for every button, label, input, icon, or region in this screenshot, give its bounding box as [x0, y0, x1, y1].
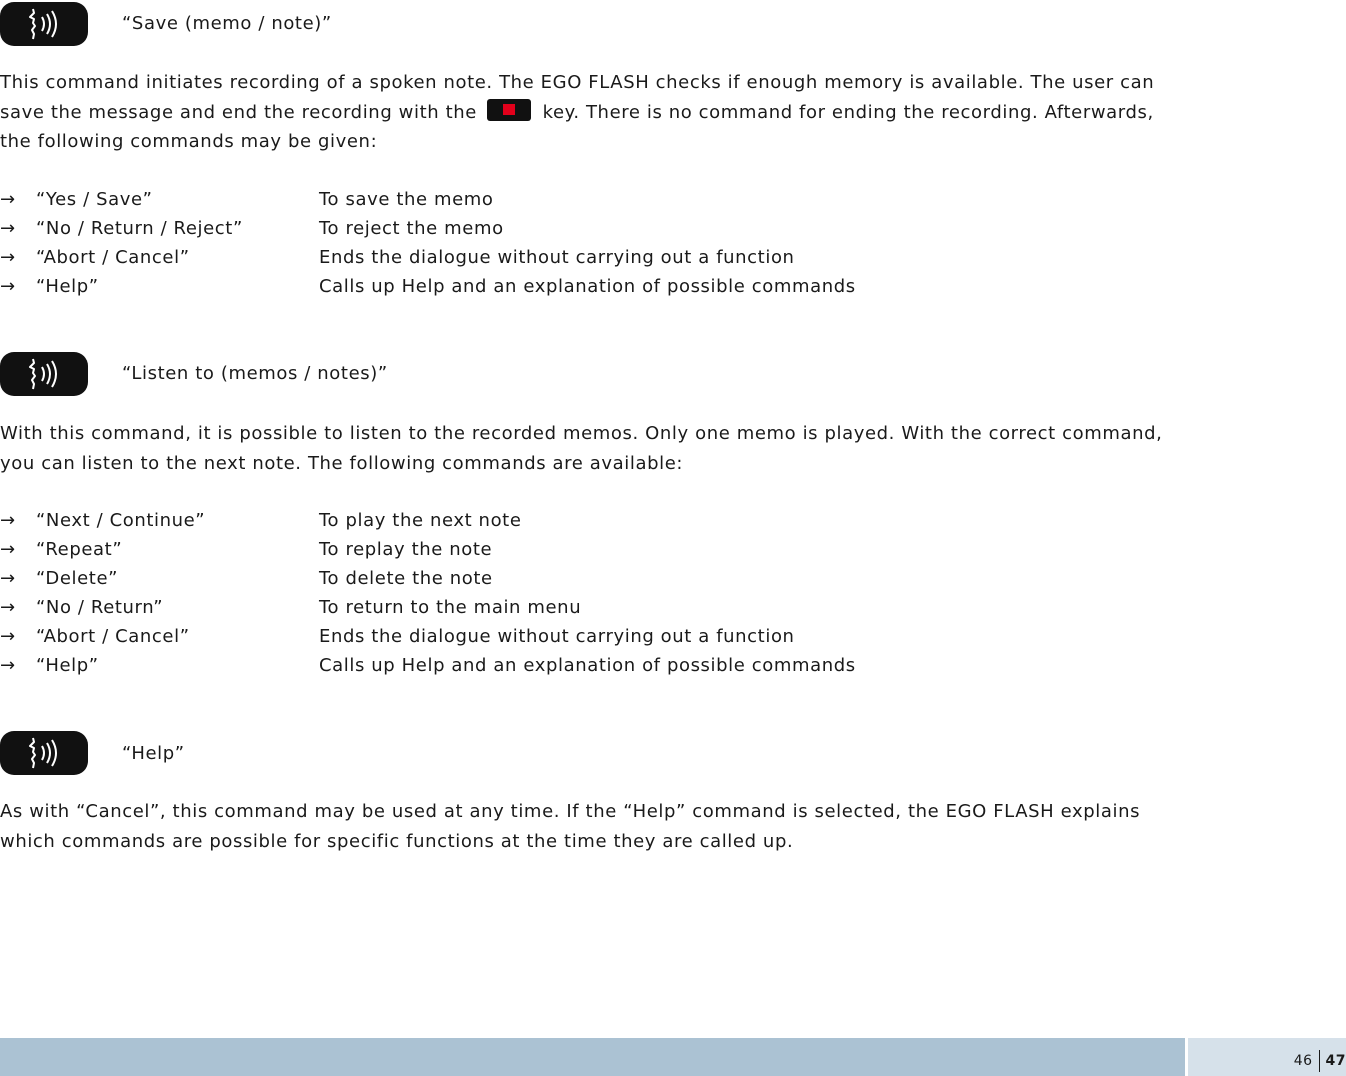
page-divider [1319, 1050, 1320, 1072]
command-phrase: “Next / Continue” [36, 510, 206, 531]
command-description: To delete the note [319, 568, 493, 589]
command-phrase: “Abort / Cancel” [36, 247, 190, 268]
command-description: Ends the dialogue without carrying out a function [319, 626, 795, 647]
page-number-left: 46 [1293, 1053, 1313, 1069]
speaking-head-icon [24, 356, 68, 392]
section-title: “Save (memo / note)” [122, 13, 332, 34]
command-description: To play the next note [319, 510, 522, 531]
command-description: To reject the memo [319, 218, 504, 239]
arrow-icon: → [0, 655, 16, 676]
command-description: Calls up Help and an explanation of possible commands [319, 276, 856, 297]
arrow-icon: → [0, 626, 16, 647]
arrow-icon: → [0, 568, 16, 589]
command-phrase: “No / Return” [36, 597, 164, 618]
arrow-icon: → [0, 539, 16, 560]
command-phrase: “No / Return / Reject” [36, 218, 243, 239]
command-description: To replay the note [319, 539, 493, 560]
page-numbers [1294, 1050, 1346, 1072]
section-paragraph: With this command, it is possible to listen to the recorded memos. Only one memo is played. With the correct command, you can listen to the next note. The following commands are available: [0, 423, 1163, 474]
command-description: Calls up Help and an explanation of possible commands [319, 655, 856, 676]
section-paragraph [0, 68, 1170, 157]
command-phrase: “Delete” [36, 568, 119, 589]
section-title: “Help” [122, 743, 185, 764]
footer-bar [0, 1038, 1185, 1076]
arrow-icon: → [0, 597, 16, 618]
arrow-icon: → [0, 510, 16, 531]
page-number-right: 47 [1325, 1053, 1346, 1069]
command-phrase: “Yes / Save” [36, 189, 153, 210]
command-phrase: “Repeat” [36, 539, 123, 560]
speaking-head-icon [24, 6, 68, 42]
command-phrase: “Help” [36, 276, 99, 297]
arrow-icon: → [0, 218, 16, 239]
arrow-icon: → [0, 276, 16, 297]
command-description: To return to the main menu [319, 597, 582, 618]
stop-key-icon [487, 99, 531, 121]
command-phrase: “Help” [36, 655, 99, 676]
arrow-icon: → [0, 189, 16, 210]
section-title: “Listen to (memos / notes)” [122, 363, 388, 384]
voice-command-icon [0, 2, 88, 46]
red-square-icon [503, 104, 515, 115]
command-phrase: “Abort / Cancel” [36, 626, 190, 647]
voice-command-icon [0, 731, 88, 775]
voice-command-icon [0, 352, 88, 396]
command-description: Ends the dialogue without carrying out a function [319, 247, 795, 268]
arrow-icon: → [0, 247, 16, 268]
section-paragraph: As with “Cancel”, this command may be used at any time. If the “Help” command is selected, the EGO FLASH explains which commands are possible for specific functions at the time they are called up. [0, 801, 1141, 852]
paragraph-text-after-key: key. There is no command for ending the recording. Afterwards, the following commands may be given: [0, 101, 1154, 152]
speaking-head-icon [24, 735, 68, 771]
command-description: To save the memo [319, 189, 494, 210]
paragraph-text-before-key: This command initiates recording of a spoken note. The EGO FLASH checks if enough memory is available. The user can save the message and end the recording with the [0, 72, 1155, 123]
